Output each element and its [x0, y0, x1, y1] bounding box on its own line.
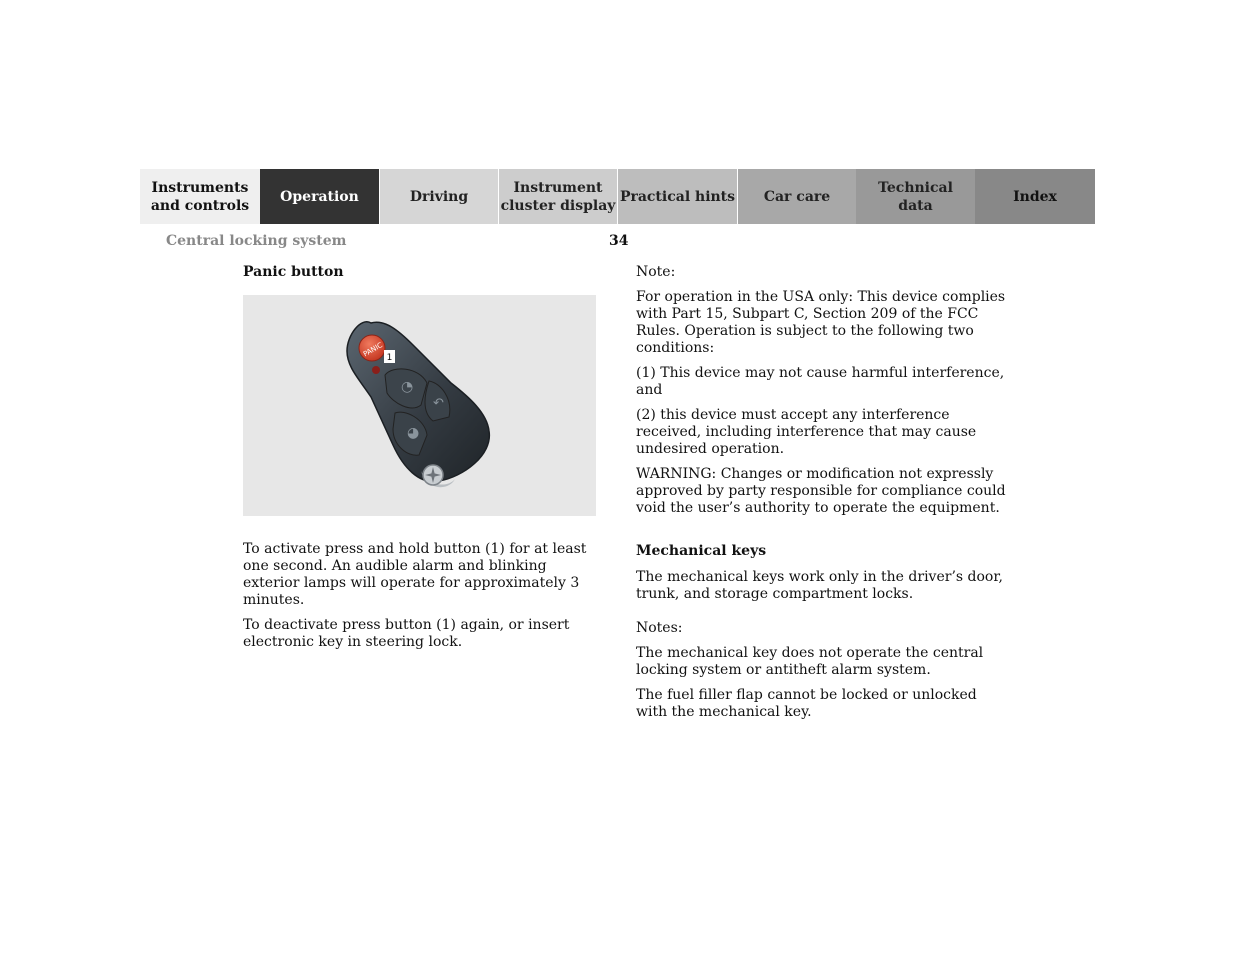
- mechanical-key-note-2: The fuel filler flap cannot be locked or unlocked with the mechanical key.: [636, 687, 977, 720]
- left-column: [243, 264, 605, 659]
- svg-text:◕: ◕: [407, 425, 420, 441]
- callout-number: 1: [386, 353, 393, 363]
- deactivate-paragraph: To deactivate press button (1) again, or insert electronic key in steering lock.: [243, 617, 570, 650]
- fcc-condition-1: (1) This device may not cause harmful interference, and: [636, 365, 1005, 398]
- tab-technical-data[interactable]: [856, 169, 975, 224]
- mechanical-key-note-1: The mechanical key does not operate the central locking system or antitheft alarm system.: [636, 645, 984, 678]
- fcc-warning: WARNING: Changes or modification not expressly approved by party responsible for compliance could void the user’s authority to operate the equipment.: [636, 466, 1006, 516]
- activate-paragraph: To activate press and hold button (1) for at least one second. An audible alarm and blinking exterior lamps will operate for approximately 3 minutes.: [243, 541, 587, 608]
- key-figure: [243, 295, 596, 516]
- tab-label-line1: Instrument: [513, 179, 603, 196]
- tab-practical-hints[interactable]: [617, 169, 737, 224]
- tab-label: Driving: [409, 188, 469, 205]
- panic-label: PANIC: [362, 341, 384, 359]
- smart-key-remote-icon: [243, 295, 596, 516]
- svg-text:◔: ◔: [401, 379, 414, 395]
- tab-label-line1: Instruments: [151, 179, 249, 196]
- tab-label-line2: data: [898, 197, 933, 214]
- tab-instruments-and-controls[interactable]: [140, 169, 260, 224]
- note-label: Note:: [636, 264, 676, 280]
- tab-car-care[interactable]: [737, 169, 856, 224]
- panic-button-heading: Panic button: [243, 264, 344, 280]
- tab-label: Index: [1013, 188, 1057, 205]
- svg-text:↶: ↶: [433, 396, 444, 411]
- tab-driving[interactable]: [379, 169, 498, 224]
- right-column: [636, 264, 1006, 729]
- tab-label-line1: Technical: [878, 179, 953, 196]
- tab-instrument-cluster-display[interactable]: [498, 169, 617, 224]
- chapter-tabs: [140, 169, 1095, 224]
- page-number: 34: [609, 233, 629, 249]
- fcc-note: For operation in the USA only: This device complies with Part 15, Subpart C, Section 209 of the FCC Rules. Operation is subject to the following two conditions:: [636, 289, 1006, 356]
- tab-label-line2: cluster display: [500, 197, 616, 214]
- mechanical-keys-heading: Mechanical keys: [636, 543, 767, 559]
- tab-label: Practical hints: [619, 188, 736, 205]
- tab-label-line2: and controls: [150, 197, 250, 214]
- tab-label: Car care: [763, 188, 831, 205]
- section-title: Central locking system: [166, 233, 347, 249]
- notes-label: Notes:: [636, 620, 683, 636]
- tab-operation[interactable]: [260, 169, 379, 224]
- mechanical-keys-text: The mechanical keys work only in the driver’s door, trunk, and storage compartment locks.: [636, 569, 1003, 602]
- tab-index[interactable]: [975, 169, 1095, 224]
- tab-label: Operation: [280, 188, 359, 205]
- fcc-condition-2: (2) this device must accept any interference received, including interference that may cause undesired operation.: [636, 407, 977, 457]
